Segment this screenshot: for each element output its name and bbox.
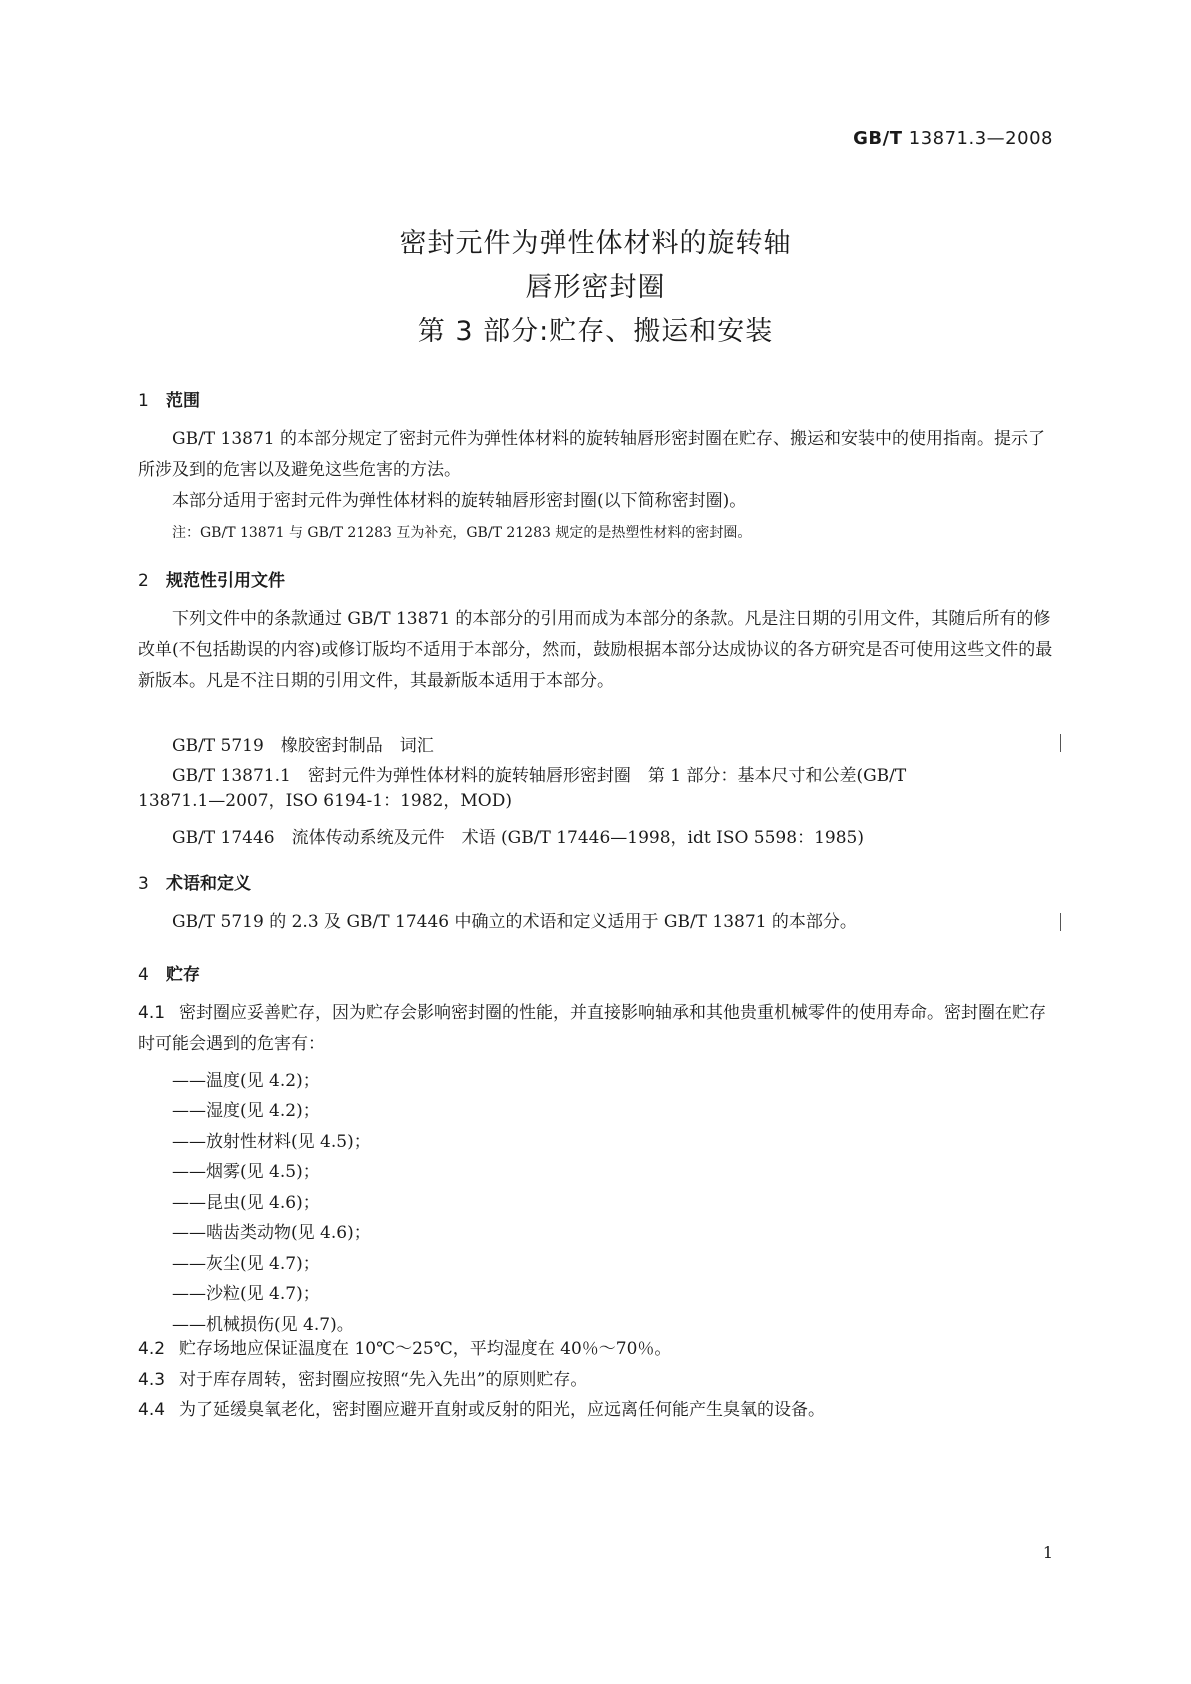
clause-4-1-number: 4.1: [138, 1003, 166, 1023]
section-4-title: 贮存: [166, 965, 200, 985]
hazard-item: ——灰尘(见 4.7)；: [172, 1254, 320, 1274]
document-title: [0, 222, 1191, 354]
section-2-title: 规范性引用文件: [166, 571, 285, 591]
section-2-paragraph: 下列文件中的条款通过 GB/T 13871 的本部分的引用而成为本部分的条款。凡是注日期的引用文件，其随后所有的修改单(不包括勘误的内容)或修订版均不适用于本部分，然而，鼓励根据本部分达成协议的各方研究是否可使用这些文件的最新版本。凡是不注日期的引用文件，其最新版本适用于本部分。: [138, 609, 1053, 691]
hazard-item: ——沙粒(见 4.7)；: [172, 1284, 320, 1304]
section-1-paragraph-2: 本部分适用于密封元件为弹性体材料的旋转轴唇形密封圈(以下简称密封圈)。: [172, 491, 747, 511]
section-1-heading: [138, 386, 200, 411]
section-3-number: 3: [138, 874, 149, 894]
clause-4-2-text: 贮存场地应保证温度在 10℃～25℃，平均湿度在 40％～70％。: [179, 1339, 672, 1359]
clause-4-4: [138, 1395, 1054, 1426]
hazard-item: ——温度(见 4.2)；: [172, 1071, 320, 1091]
section-2-number: 2: [138, 571, 149, 591]
standard-prefix: GB/T: [853, 128, 903, 149]
section-1-title: 范围: [166, 391, 200, 411]
revision-mark: [1060, 913, 1061, 931]
standard-code: [853, 128, 1053, 149]
clause-4-2-number: 4.2: [138, 1339, 166, 1359]
section-3-title: 术语和定义: [166, 874, 251, 894]
revision-mark: [1060, 734, 1061, 752]
reference-gbt-17446: GB/T 17446 流体传动系统及元件 术语 (GB/T 17446—1998，idt ISO 5598：1985): [172, 828, 864, 848]
clause-4-3: [138, 1365, 1054, 1396]
clause-4-1-text: 密封圈应妥善贮存，因为贮存会影响密封圈的性能，并直接影响轴承和其他贵重机械零件的使用寿命。密封圈在贮存时可能会遇到的危害有：: [138, 1003, 1047, 1054]
reference-gbt-13871-1-continued: 13871.1—2007，ISO 6194-1：1982，MOD): [138, 791, 512, 811]
title-line-2: 唇形密封圈: [525, 272, 666, 303]
section-1-note: 注：GB/T 13871 与 GB/T 21283 互为补充，GB/T 21283 规定的是热塑性材料的密封圈。: [172, 525, 752, 541]
reference-gbt-13871-1: GB/T 13871.1 密封元件为弹性体材料的旋转轴唇形密封圈 第 1 部分：基本尺寸和公差(GB/T: [172, 766, 907, 786]
hazard-item: ——烟雾(见 4.5)；: [172, 1162, 320, 1182]
section-3-heading: [138, 869, 251, 894]
hazard-item: ——放射性材料(见 4.5)；: [172, 1132, 371, 1152]
clause-4-2: [138, 1334, 1054, 1365]
title-line-1: 密封元件为弹性体材料的旋转轴: [399, 228, 792, 259]
hazard-item: ——机械损伤(见 4.7)。: [172, 1315, 354, 1335]
clause-4-3-text: 对于库存周转，密封圈应按照“先入先出”的原则贮存。: [179, 1370, 588, 1390]
clause-4-4-number: 4.4: [138, 1400, 166, 1420]
hazard-item: ——湿度(见 4.2)；: [172, 1101, 320, 1121]
title-line-3: 第 3 部分:贮存、搬运和安装: [417, 316, 774, 347]
standard-number: 13871.3—2008: [908, 128, 1053, 149]
section-4-heading: [138, 960, 200, 985]
reference-gbt-5719: GB/T 5719 橡胶密封制品 词汇: [172, 736, 434, 756]
section-1-paragraph-1: GB/T 13871 的本部分规定了密封元件为弹性体材料的旋转轴唇形密封圈在贮存、搬运和安装中的使用指南。提示了所涉及到的危害以及避免这些危害的方法。: [138, 429, 1046, 480]
clause-4-4-text: 为了延缓臭氧老化，密封圈应避开直射或反射的阳光，应远离任何能产生臭氧的设备。: [179, 1400, 826, 1420]
clause-4-1: [138, 998, 1054, 1060]
section-1-number: 1: [138, 391, 149, 411]
hazard-item: ——昆虫(见 4.6)；: [172, 1193, 320, 1213]
section-2-heading: [138, 566, 285, 591]
hazard-item: ——啮齿类动物(见 4.6)；: [172, 1223, 371, 1243]
section-4-number: 4: [138, 965, 149, 985]
section-3-paragraph: GB/T 5719 的 2.3 及 GB/T 17446 中确立的术语和定义适用于 GB/T 13871 的本部分。: [172, 912, 857, 932]
page-number: 1: [1042, 1543, 1053, 1562]
clause-4-3-number: 4.3: [138, 1370, 166, 1390]
